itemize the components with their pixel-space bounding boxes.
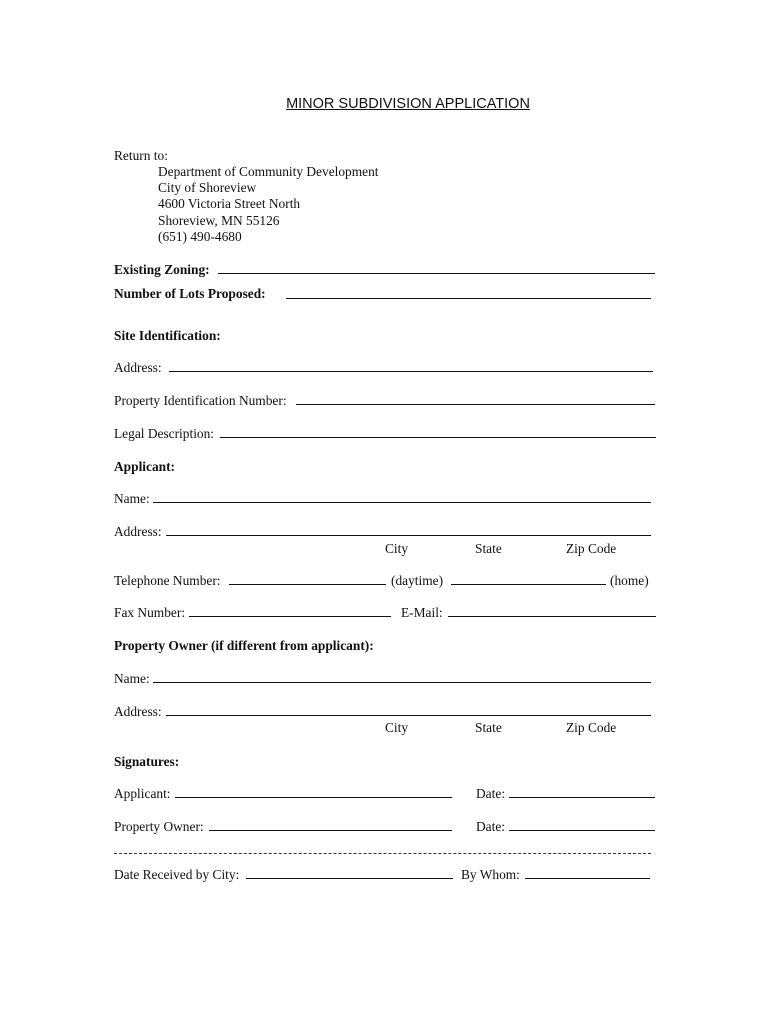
existing-zoning-field[interactable] — [218, 273, 655, 274]
applicant-address-field[interactable] — [166, 535, 651, 536]
dashed-divider — [114, 853, 651, 854]
signatures-heading: Signatures: — [114, 754, 180, 769]
lots-proposed-field[interactable] — [286, 298, 651, 299]
email-field[interactable] — [448, 616, 656, 617]
applicant-signature-field[interactable] — [175, 797, 452, 798]
city-caption: City — [385, 541, 409, 556]
applicant-name-field[interactable] — [153, 502, 651, 503]
fax-label: Fax Number: — [114, 605, 186, 620]
return-address-line: 4600 Victoria Street North — [158, 196, 301, 211]
pin-label: Property Identification Number: — [114, 393, 287, 408]
site-address-label: Address: — [114, 360, 162, 375]
state-caption: State — [475, 541, 502, 556]
owner-name-field[interactable] — [153, 682, 651, 683]
by-whom-field[interactable] — [525, 878, 650, 879]
return-to-label: Return to: — [114, 148, 168, 163]
email-label: E-Mail: — [401, 605, 443, 620]
page-title: MINOR SUBDIVISION APPLICATION — [286, 96, 530, 112]
fax-field[interactable] — [189, 616, 391, 617]
date-received-label: Date Received by City: — [114, 867, 240, 882]
zip-caption: Zip Code — [566, 541, 617, 556]
lots-proposed-label: Number of Lots Proposed: — [114, 286, 266, 301]
return-address-line: Shoreview, MN 55126 — [158, 213, 280, 228]
by-whom-label: By Whom: — [461, 867, 520, 882]
applicant-address-label: Address: — [114, 524, 162, 539]
owner-address-label: Address: — [114, 704, 162, 719]
legal-description-field[interactable] — [220, 437, 656, 438]
daytime-caption: (daytime) — [391, 573, 444, 588]
applicant-name-label: Name: — [114, 491, 150, 506]
owner-signature-field[interactable] — [209, 830, 452, 831]
existing-zoning-label: Existing Zoning: — [114, 262, 210, 277]
return-address-line: City of Shoreview — [158, 180, 257, 195]
home-caption: (home) — [610, 573, 649, 588]
state-caption: State — [475, 720, 502, 735]
applicant-signature-label: Applicant: — [114, 786, 171, 801]
site-address-field[interactable] — [169, 371, 653, 372]
zip-caption: Zip Code — [566, 720, 617, 735]
return-address-line: Department of Community Development — [158, 164, 379, 179]
owner-name-label: Name: — [114, 671, 150, 686]
property-owner-heading: Property Owner (if different from applicant): — [114, 638, 374, 653]
city-caption: City — [385, 720, 409, 735]
applicant-date-label: Date: — [476, 786, 505, 801]
site-identification-heading: Site Identification: — [114, 328, 221, 343]
telephone-daytime-field[interactable] — [229, 584, 386, 585]
return-address-line: (651) 490-4680 — [158, 229, 242, 244]
applicant-heading: Applicant: — [114, 459, 176, 474]
owner-date-field[interactable] — [509, 830, 655, 831]
date-received-field[interactable] — [246, 878, 453, 879]
owner-date-label: Date: — [476, 819, 505, 834]
owner-address-field[interactable] — [166, 715, 651, 716]
pin-field[interactable] — [296, 404, 655, 405]
legal-description-label: Legal Description: — [114, 426, 215, 441]
applicant-date-field[interactable] — [509, 797, 655, 798]
telephone-label: Telephone Number: — [114, 573, 221, 588]
telephone-home-field[interactable] — [451, 584, 606, 585]
owner-signature-label: Property Owner: — [114, 819, 204, 834]
